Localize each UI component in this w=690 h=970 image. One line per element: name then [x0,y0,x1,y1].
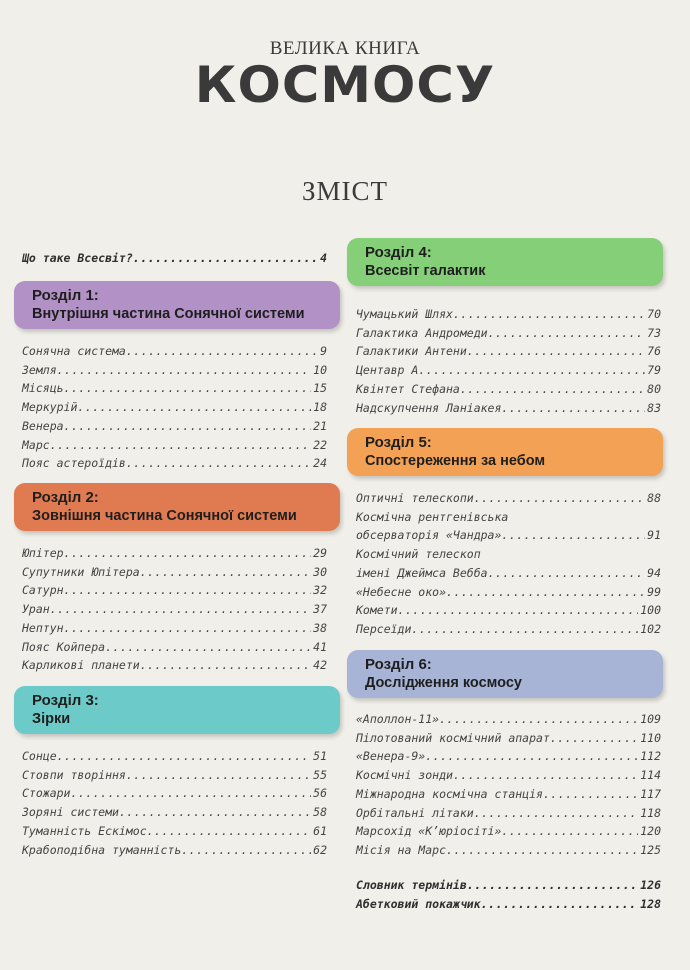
toc-entry-page [659,508,661,526]
toc-entry[interactable] [22,581,327,599]
toc-leader-dots [181,841,311,859]
toc-entry-page: 94 [647,565,661,580]
toc-entry[interactable] [22,563,327,581]
section-2-header[interactable] [14,483,340,531]
toc-entry-title: Космічний телескоп [356,547,481,562]
toc-entry-page: 109 [640,712,661,726]
toc-entry-title: Туманність Ескімос [22,823,147,838]
toc-entry[interactable] [356,399,661,417]
toc-entry-page: 62 [313,842,327,857]
toc-entry-title: Словник термінів [356,878,467,892]
toc-entry-page: 15 [313,381,327,396]
toc-leader-dots [501,526,645,544]
toc-entry-page: 102 [640,621,661,636]
toc-leader-dots [488,564,646,582]
toc-entry-title: Місія на Марс [356,842,447,857]
toc-entry-title: Супутники Юпітера [22,564,140,579]
toc-entry-title: Пояс Койпера [22,639,106,654]
toc-leader-dots [147,822,312,840]
toc-entry[interactable] [356,620,661,638]
toc-entry-page: 91 [647,528,661,543]
toc-entry[interactable] [356,342,661,360]
toc-entry-title: обсерваторія «Чандра» [356,528,502,543]
section-1-header[interactable] [14,281,340,329]
toc-entry[interactable] [356,895,661,913]
toc-leader-dots [453,305,645,323]
toc-entry-title: Пілотований космічний апарат [356,730,550,745]
toc-entry-title: Абетковий покажчик [356,896,481,911]
toc-entry[interactable] [356,729,661,747]
toc-leader-dots [474,804,639,822]
toc-entry[interactable] [22,600,327,618]
toc-entry[interactable] [356,564,661,582]
toc-entry-title: Космічні зонди [356,768,453,783]
toc-entry[interactable] [356,601,661,619]
section-3-header[interactable] [14,686,340,734]
toc-entry-title: Земля [22,362,57,377]
toc-leader-dots [64,619,312,637]
toc-entry[interactable] [356,804,661,822]
toc-entry-title: Пояс астероїдів [22,456,126,471]
toc-entry-title: Уран [22,602,50,617]
toc-entry-page: 83 [647,400,661,415]
toc-entry[interactable] [356,305,661,323]
toc-entry[interactable] [22,361,327,379]
toc-leader-dots [57,747,312,765]
section-number: Розділ 2: [32,489,99,506]
toc-leader-dots [460,380,645,398]
book-title: КОСМОСУ [194,56,496,114]
toc-entry[interactable] [22,747,327,765]
toc-leader-dots [439,710,638,728]
toc-leader-dots [508,508,659,526]
toc-entry-page: 18 [313,400,327,415]
toc-leader-dots [488,324,646,342]
toc-entry[interactable] [356,766,661,784]
toc-entry[interactable] [22,822,327,840]
toc-entry-page: 51 [313,749,327,763]
toc-leader-dots [467,342,645,360]
toc-entry-page: 29 [313,546,327,560]
toc-leader-dots [474,489,645,507]
toc-entry-page: 128 [640,896,661,911]
toc-leader-dots [126,454,311,472]
toc-entry-title: Зоряні системи [22,805,119,820]
toc-entry-title: Комети [356,603,398,618]
toc-entry-page: 110 [640,730,661,745]
toc-entry[interactable] [356,361,661,379]
toc-leader-dots [543,785,638,803]
book-supertitle: ВЕЛИКА КНИГА [269,38,421,59]
toc-entry-title: імені Джеймса Вебба [356,565,488,580]
toc-leader-dots [446,583,645,601]
section-title: Спостереження за небом [365,453,546,469]
toc-entry[interactable] [356,747,661,765]
section-number: Розділ 1: [32,287,99,304]
toc-entry-page: 58 [313,805,327,820]
toc-entry-page [659,545,661,563]
toc-entry[interactable] [22,656,327,674]
toc-entry-page: 80 [647,381,661,396]
toc-entry-page: 38 [313,620,327,635]
toc-entry-title: Стовпи творіння [22,767,126,782]
toc-entry-title: Крабоподібна туманність [22,842,182,857]
toc-leader-dots [398,601,639,619]
toc-entry-title: Марс [22,437,50,452]
section-title: Внутрішня частина Сонячної системи [32,306,305,322]
section-title: Дослідження космосу [365,675,522,691]
toc-entry-page: 120 [640,824,661,839]
toc-entry-page: 10 [313,362,327,377]
toc-entry-title: Космічна рентгенівська [356,509,509,524]
section-5-header[interactable] [347,428,663,476]
toc-entry-page: 22 [313,437,327,452]
section-6-header[interactable] [347,650,663,698]
toc-leader-dots [446,841,638,859]
section-number: Розділ 3: [32,692,99,709]
toc-entry-page: 61 [313,823,327,838]
toc-entry-page: 117 [640,786,661,801]
toc-entry-page: 24 [313,456,327,471]
toc-entry-title: Місяць [22,381,64,396]
toc-entry-title: Чумацький Шлях [356,307,453,321]
toc-leader-dots [140,563,311,581]
toc-entry-title: Нептун [22,620,64,635]
toc-entry-title: Стожари [22,786,71,801]
toc-entry-page: 70 [647,307,661,321]
toc-leader-dots [64,581,312,599]
toc-entry[interactable] [22,417,327,435]
toc-entry-title: Венера [22,418,64,433]
toc-leader-dots [418,361,645,379]
toc-entry[interactable] [356,841,661,859]
toc-entry[interactable] [356,710,661,728]
toc-entry[interactable] [356,380,661,398]
toc-entry-page: 32 [313,583,327,598]
toc-entry[interactable] [22,638,327,656]
toc-leader-dots [425,747,638,765]
toc-entry[interactable] [22,544,327,562]
toc-leader-dots [64,379,312,397]
toc-entry[interactable] [22,342,327,360]
section-number: Розділ 4: [365,244,432,261]
toc-entry-title: Надскупчення Ланіакея [356,400,502,415]
toc-entry[interactable] [22,766,327,784]
toc-entry[interactable] [356,876,661,894]
toc-entry-page: 112 [640,749,661,764]
toc-entry-title: Центавр А [356,363,419,378]
toc-entry-page: 9 [320,344,327,358]
toc-leader-dots [453,766,638,784]
toc-leader-dots [550,729,638,747]
toc-leader-dots [501,399,645,417]
toc-entry-page: 76 [647,344,661,359]
toc-entry-page: 79 [647,363,661,378]
toc-entry-page: 118 [640,805,661,820]
toc-entry-page: 41 [313,639,327,654]
toc-entry[interactable] [356,324,661,342]
toc-entry-title: «Венера-9» [356,749,426,764]
section-4-header[interactable] [347,238,663,286]
toc-entry-page: 55 [313,767,327,782]
toc-leader-dots [140,656,311,674]
toc-leader-dots [481,545,659,563]
toc-entry[interactable] [356,785,661,803]
toc-leader-dots [119,803,311,821]
toc-leader-dots [126,342,318,360]
toc-entry-page: 100 [640,603,661,618]
toc-entry[interactable] [356,489,661,507]
toc-entry-page: 42 [313,658,327,673]
toc-entry[interactable] [356,822,661,840]
toc-entry-page: 30 [313,564,327,579]
toc-entry[interactable] [356,545,661,563]
toc-leader-dots [70,784,311,802]
toc-entry-page: 88 [647,491,661,505]
toc-entry[interactable] [356,508,661,526]
toc-entry[interactable] [22,454,327,472]
toc-leader-dots [57,361,312,379]
toc-entry-title: Персеїди [356,621,412,636]
toc-entry[interactable] [356,526,661,544]
toc-entry-title: «Аполлон-11» [356,712,440,726]
toc-entry-title: Міжнародна космічна станція [356,786,543,801]
toc-entry-intro[interactable]: Що таке Всесвіт? ..... 4 [22,249,327,267]
section-title: Всесвіт галактик [365,263,486,279]
toc-entry-title: Карликові планети [22,658,140,673]
toc-leader-dots [411,620,638,638]
toc-entry[interactable] [22,619,327,637]
toc-leader-dots [467,876,638,894]
toc-entry-page: 56 [313,786,327,801]
toc-leader-dots [64,417,312,435]
toc-entry[interactable] [356,583,661,601]
toc-leader-dots [105,638,311,656]
toc-leader-dots [481,895,639,913]
toc-entry-page: 99 [647,584,661,599]
toc-entry-title: Меркурій [22,400,78,415]
toc-entry-title: Сонце [22,749,57,763]
toc-entry-title: Сатурн [22,583,64,598]
toc-entry-page: 21 [313,418,327,433]
toc-entry[interactable] [22,436,327,454]
toc-entry-title: Квінтет Стефана [356,381,460,396]
toc-entry-page: 125 [640,842,661,857]
toc-leader-dots [50,600,311,618]
toc-entry-title: Юпітер [22,546,64,560]
toc-entry[interactable] [22,841,327,859]
toc-entry-title: Галактика Андромеди [356,325,488,340]
toc-entry-page: 37 [313,602,327,617]
toc-entry-page: 73 [647,325,661,340]
section-title: Зірки [32,711,71,727]
toc-leader-dots [64,544,312,562]
toc-entry[interactable] [22,803,327,821]
toc-entry-title: Марсохід «К’юріосіті» [356,824,502,839]
toc-entry[interactable] [22,784,327,802]
toc-entry-page: 114 [640,768,661,783]
toc-entry-title: Оптичні телескопи [356,491,474,505]
toc-leader-dots [126,766,311,784]
toc-entry-title: Орбітальні літаки [356,805,474,820]
toc-entry-title: Сонячна система [22,344,126,358]
toc-entry-title: Галактики Антени [356,344,467,359]
toc-entry[interactable] [22,379,327,397]
toc-leader-dots [50,436,311,454]
section-number: Розділ 6: [365,656,432,673]
section-number: Розділ 5: [365,434,432,451]
toc-entry[interactable] [22,398,327,416]
toc-leader-dots [77,398,311,416]
toc-entry-page: 126 [640,878,661,892]
section-title: Зовнішня частина Сонячної системи [32,508,297,524]
toc-entry-title: «Небесне око» [356,584,447,599]
toc-leader-dots [501,822,638,840]
contents-heading: ЗМІСТ [301,176,389,206]
